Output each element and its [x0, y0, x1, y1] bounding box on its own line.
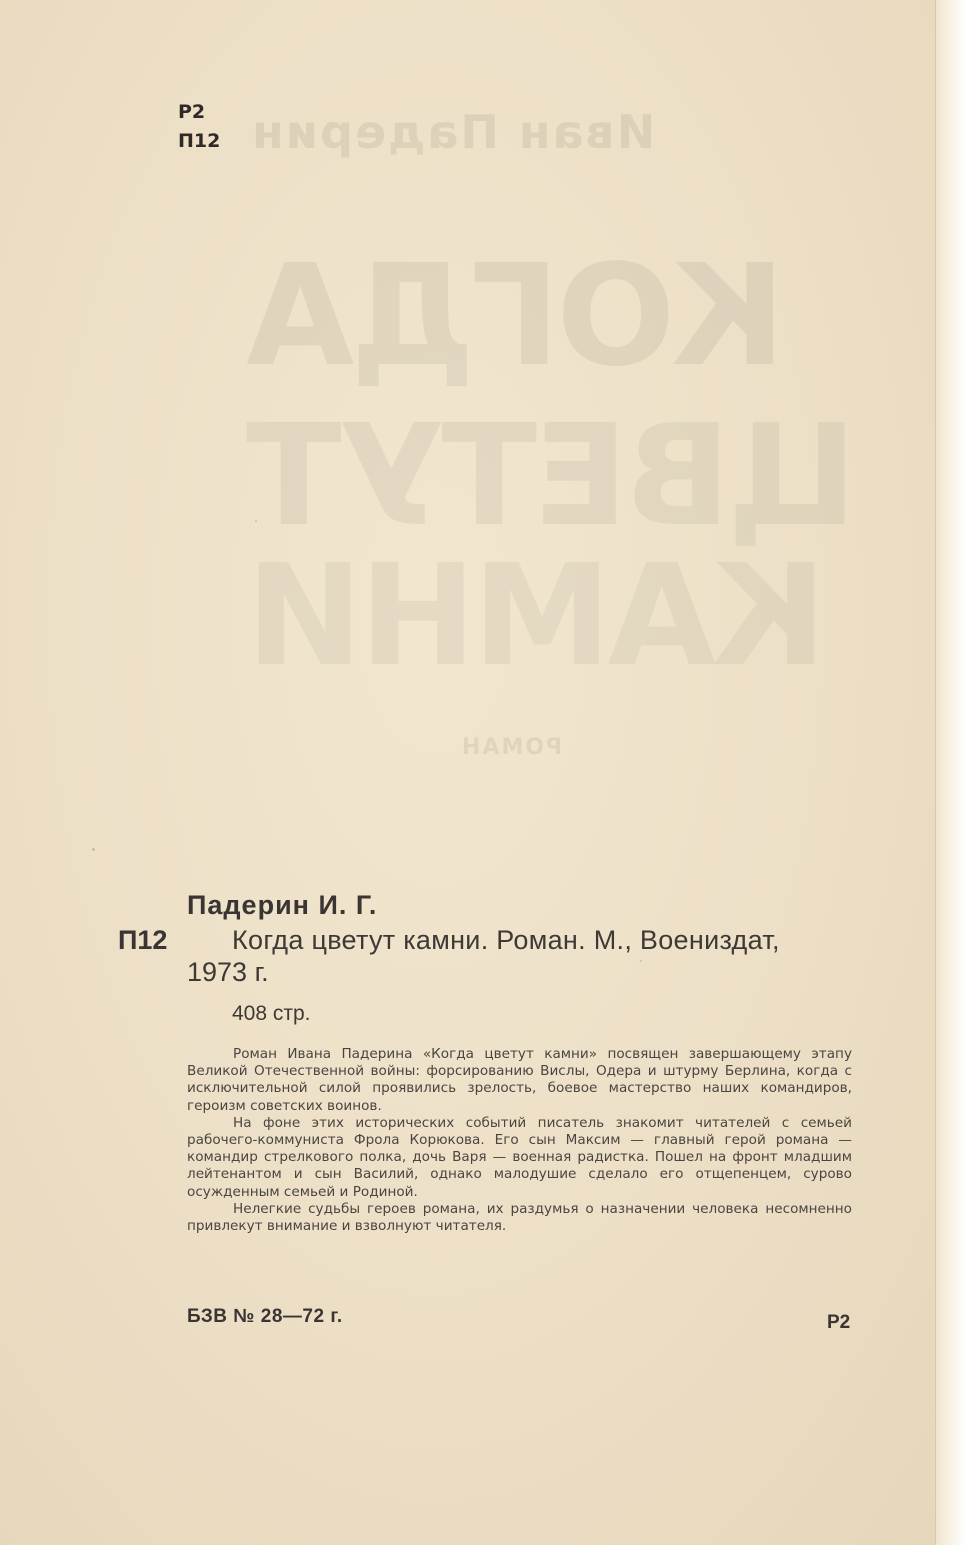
footer-classification: Р2	[827, 1312, 851, 1333]
annotation-paragraph: На фоне этих исторических событий писатель знакомит читателей с семьей рабочего-коммуниста Фрола Корюкова. Его сын Максим — главный герой романа — командир стрелкового полка, дочь Варя — военная радистка. Пошел на фронт младшим лейтенантом и сын Василий, однако малодушие сделало его отщепенцем, сурово осужденным семьей и Родиной.	[187, 1114, 852, 1200]
annotation-paragraph: Нелегкие судьбы героев романа, их раздумья о назначении человека несомненно привлекут внимание и взволнуют читателя.	[187, 1200, 852, 1235]
page-count: 408 стр.	[232, 1002, 311, 1025]
bleed-through-title: КОГДА	[250, 235, 786, 398]
bleed-through-title: ЦВЕТУТ	[250, 395, 858, 558]
bleed-through-genre: РОМАН	[460, 735, 563, 760]
year-line: 1973 г.	[187, 957, 269, 987]
paper-speck	[92, 848, 95, 851]
annotation	[187, 1046, 852, 1235]
classification-line-1: Р2	[178, 101, 206, 123]
annotation-paragraph: Роман Ивана Падерина «Когда цветут камни» посвящен завершающему этапу Великой Отечественной войны: форсированию Вислы, Одера и штурму Берлина, когда с исключительной силой проявились зрелость, боевое мастерство наших командиров, героизм советских воинов.	[187, 1046, 852, 1114]
classification-code	[178, 98, 220, 156]
bleed-through-title: КАМНИ	[250, 535, 827, 698]
author-code: П12	[118, 925, 168, 955]
classification-line-2: П12	[178, 130, 221, 152]
page-edge	[935, 0, 966, 1545]
paper-speck	[255, 520, 257, 522]
title-publisher-line: Когда цветут камни. Роман. М., Воениздат,	[232, 925, 780, 955]
publisher-plan-number: БЗВ № 28—72 г.	[187, 1306, 343, 1327]
paper-speck	[640, 960, 642, 962]
author-name: Падерин И. Г.	[187, 890, 378, 920]
bleed-through-author: Иван Падерин	[250, 105, 656, 159]
